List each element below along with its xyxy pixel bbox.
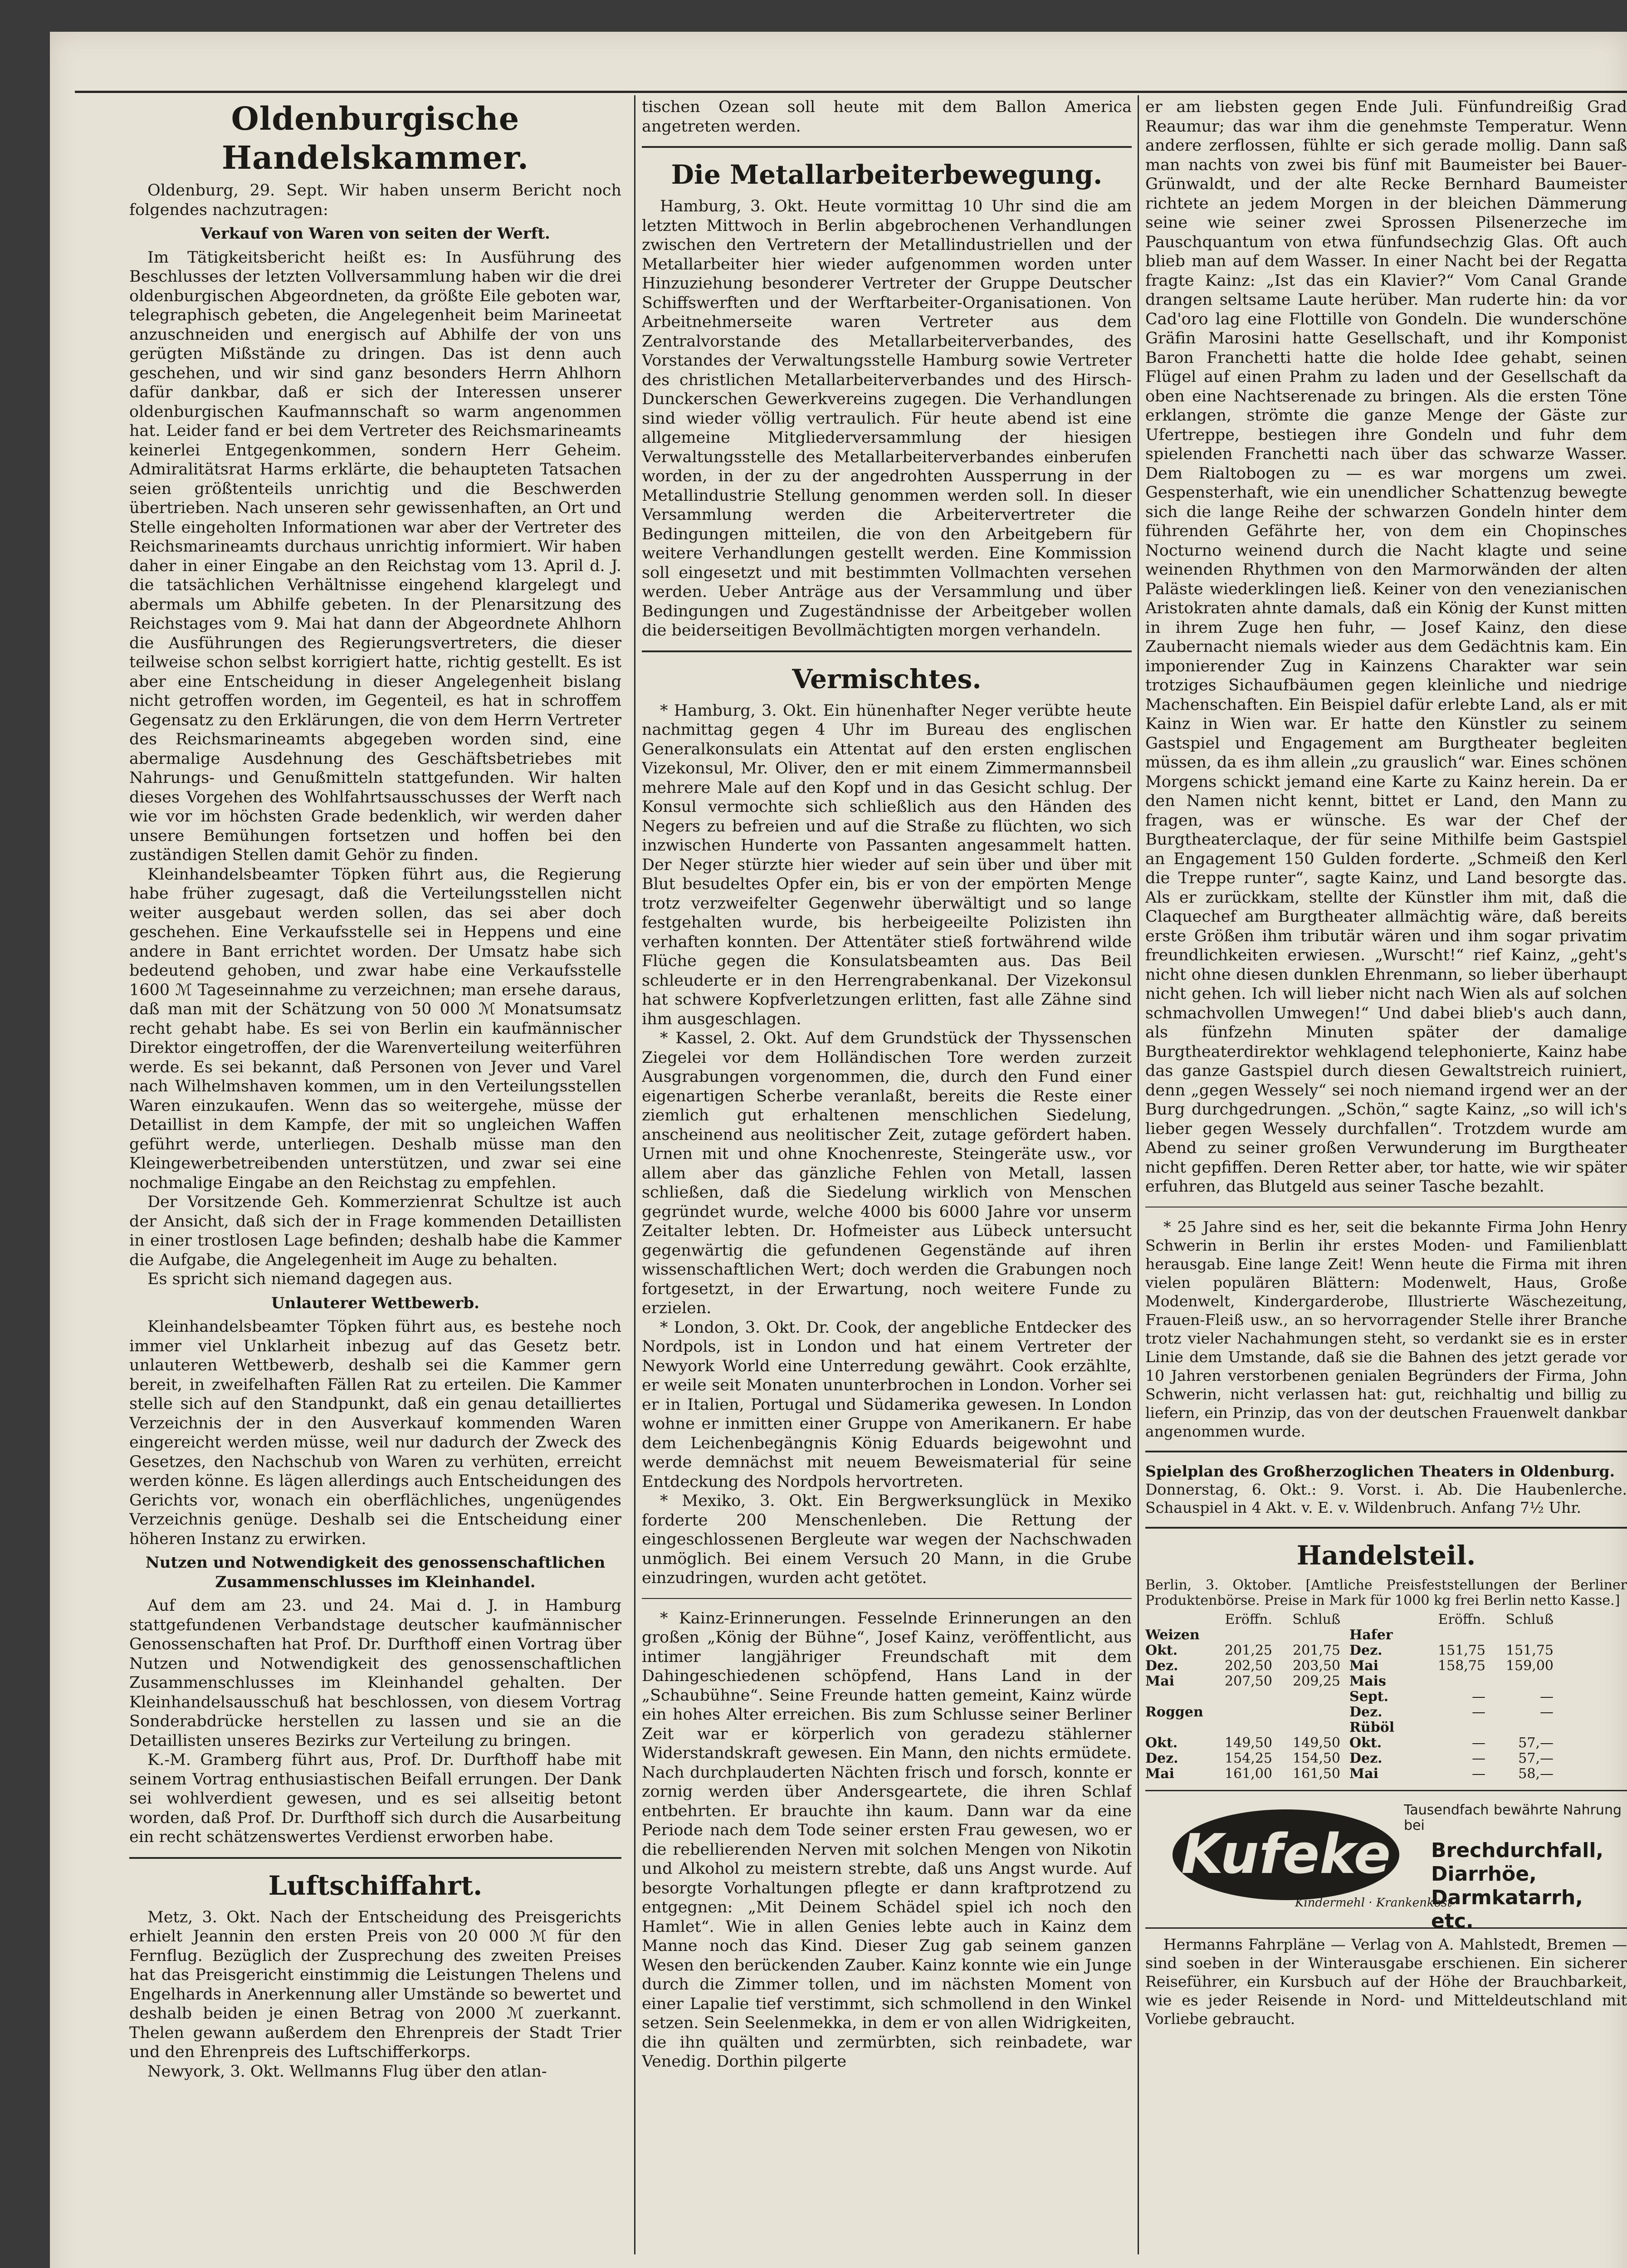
table-cell: 151,75 — [1438, 1642, 1485, 1658]
news-item: * Kassel, 2. Okt. Auf dem Grundstück der Thyssenschen Ziegelei vor dem Holländischen Tore werden zurzeit Ausgrabungen vorgenommen, die, durch den Fund einer eigenartigen Scherbe veranlaßt, bereits die Reste einer ziemlich gut erhaltenen menschlichen Siedelung, anscheinend aus neolitischer Zeit, zutage gefördert haben. Urnen mit und ohne Knochenreste, Steingeräte usw., vor allem aber das gänzliche Fehlen von Metall, lassen schließen, daß die Siedelung wirklich von Menschen gegründet wurde, welche 4000 bis 6000 Jahre vor unserm Zeitalter lebten. Dr. Hofmeister aus Lübeck untersucht gegenwärtig die gefundenen Gegenstände auf ihren wissenschaftlichen Wert; doch werden die Grabungen noch fortgesetzt, in der Erwartung, noch weitere Funde zu erzielen. — [642, 1029, 1132, 1317]
ad-tagline: Tausendfach bewährte Nahrung bei — [1404, 1802, 1622, 1833]
subhead-genossenschaft — [129, 1553, 621, 1592]
table-cell: 57,— — [1518, 1750, 1554, 1766]
market-intro: Berlin, 3. Oktober. [Amtliche Preisfeststellungen der Berliner Produktenbörse. Preise in Mark für 1000 kg frei Berlin netto Kasse.] — [1145, 1577, 1627, 1608]
paragraph: Im Tätigkeitsbericht heißt es: In Ausführung des Beschlusses der letzten Vollversammlung haben wir die drei oldenburgischen Abgeordneten, da größte Eile geboten war, telegraphisch gebeten, die Angelegenheit beim Marineetat anzuschneiden und energisch auf Abhilfe der von uns gerügten Mißstände zu dringen. Das ist denn auch geschehen, und wir sind ganz besonders Herrn Ahlhorn dafür dankbar, daß er sich der Interessen unserer oldenburgischen Kaufmannschaft so warm angenommen hat. Leider fand er bei dem Vertreter des Reichsmarineamts keinerlei Entgegenkommen, sondern Herr Geheim. Admiralitätsrat Harms erklärte, die behaupteten Tatsachen seien größtenteils unrichtig und die Beschwerden übertrieben. Nach unseren sehr gewissenhaften, an Ort und Stelle eingeholten Informationen war aber der Vertreter des Reichsmarineamts durchaus unrichtig informiert. Wir haben daher in einer Eingabe an den Reichstag vom 13. April d. J. die tatsächlichen Verhältnisse eingehend klargelegt und abermals um Abhilfe gebeten. In der Plenarsitzung des Reichstages vom 9. Mai hat dann der Abgeordnete Ahlhorn die Ausführungen des Regierungsvertreters, die dieser teilweise schon selbst korrigiert hatte, richtig gestellt. Es ist aber eine Entscheidung in dieser Angelegenheit bislang nicht getroffen worden, im Gegenteil, es hat in schroffem Gegensatz zu den Erklärungen, die von dem Herrn Vertreter des Reichsmarineamts abgegeben worden sind, eine abermalige Ausdehnung des Geschäftsbetriebes mit Nahrungs- und Genußmitteln stattgefunden. Wir halten dieses Vorgehen des Wohlfahrtsausschusses der Werft nach wie vor im höchsten Grade bedenklich, wir werden daher unsere Bemühungen fortsetzen und hoffen bei den zuständigen Stellen damit Gehör zu finden. — [129, 248, 621, 864]
headline-handelskammer: Oldenburgische Handelskammer. — [221, 100, 529, 176]
market-table — [1145, 1612, 1627, 1782]
table-cell — [1145, 1720, 1204, 1735]
top-rule — [75, 91, 1627, 93]
header-cell: Eröffn. — [1438, 1611, 1485, 1628]
table-cell — [1272, 1689, 1340, 1705]
table-cell: 207,50 — [1225, 1673, 1272, 1689]
paragraph: Es spricht sich niemand dagegen aus. — [147, 1270, 453, 1288]
table-cell — [1272, 1720, 1340, 1735]
table-cell: — — [1540, 1704, 1554, 1720]
table-row — [1145, 1751, 1627, 1766]
table-cell: — — [1540, 1688, 1554, 1705]
table-cell: Hafer — [1349, 1627, 1393, 1643]
table-cell — [1204, 1628, 1272, 1643]
table-cell: Sept. — [1349, 1688, 1389, 1705]
news-item: * London, 3. Okt. Dr. Cook, der angebliche Entdecker des Nordpols, ist in London und hat einem Vertreter der Newyork World eine Unterredung gewährt. Cook erzählte, er weile seit Monaten ununterbrochen in London. Vorher sei er in Italien, Portugal und Südamerika gewesen. In London wohne er inmitten einer Gruppe von Amerikanern. Er habe dem Leichenbegängnis König Eduards beigewohnt und werde demnächst mit neuem Beweismaterial für seine Entdeckung des Nordpols hervortreten. — [642, 1318, 1132, 1491]
table-cell — [1272, 1628, 1340, 1643]
table-row — [1145, 1643, 1627, 1658]
header-cell — [1340, 1612, 1413, 1628]
section-rule — [642, 650, 1132, 652]
header-cell: Schluß — [1505, 1611, 1554, 1628]
column-divider-1 — [634, 95, 635, 2254]
table-cell: 209,25 — [1293, 1673, 1340, 1689]
table-cell: 57,— — [1518, 1735, 1554, 1751]
headline-metallarbeiter: Die Metallarbeiterbewegung. — [671, 159, 1103, 190]
table-cell: Okt. — [1145, 1735, 1178, 1751]
table-row — [1145, 1674, 1627, 1689]
table-cell: Mai — [1349, 1765, 1379, 1782]
section-rule — [1145, 1527, 1627, 1529]
paragraph-continuation: er am liebsten gegen Ende Juli. Fünfundreißig Grad Reaumur; das war ihm die genehmste Temperatur. Wenn andere zerflossen, fühlte er sich gerade mollig. Dann saß man nachts von zwei bis fünf mit Baumeister bei Bauer-Grünwaldt, und der alte Recke Bernhard Baumeister richtete an jedem Morgen in der bleichen Dämmerung seine wie seiner zwei Sprossen Pilsenerzeche im Pauschquantum von etwa fünfundsechzig Glas. Oft auch blieb man auf dem Wasser. In einer Nacht bei der Regatta fragte Kainz: „Ist das ein Klavier?“ Vom Canal Grande drangen seltsame Laute herüber. Man ruderte hin: da vor Cad'oro lag eine Flottille von Gondeln. Die wunderschöne Gräfin Marosini hatte Gesellschaft, und ihr Komponist Baron Franchetti hatte die holde Idee gehabt, seinen Flügel auf einen Prahm zu laden und der Gesellschaft da oben eine Nachtserenade zu bringen. Als die ersten Töne erklangen, strömte die ganze Menge der Gäste zur Ufertreppe, bestiegen ihre Gondeln und fuhr dem spielenden Franchetti nach über das schwarze Wasser. Dem Rialtobogen zu — es war morgens um zwei. Gespensterhaft, wie ein unendlicher Schattenzug bewegte sich die lange Reihe der schwarzen Gondeln hinter dem führenden Gefährte her, von dem ein Chopinsches Nocturno weinend durch die Nacht klagte und seine weinenden Rhythmen von den Marmorwänden der alten Paläste wiederklingen ließ. Keiner von den venezianischen Aristokraten ahnte damals, daß ein König der Kunst mitten in ihrem Zuge hen fuhr, — Josef Kainz, den diese Zaubernacht niemals wieder aus dem Gedächtnis kam. Ein imponierender Zug in Kainzens Charakter war sein trotziges Sichaufbäumen gegen kleinliche und niedrige Machenschaften. Ein Beispiel dafür erlebte Land, als er mit Kainz in Wien war. Er hatte den Künstler zu seinem Gastspiel und Engagement am Burgtheater begleiten müssen, da es ihm allein „zu grauslich“ war. Eines schönen Morgens schickt jemand eine Karte zu Kainz herein. Da er den Namen nicht kennt, bittet er Land, den Mann zu fragen, was er wünsche. Es war der Chef der Burgtheaterclaque, der für seine Mithilfe beim Gastspiel an Engagement 150 Gulden forderte. „Schmeiß den Kerl die Treppe runter“, sagte Kainz, und Land besorgte das. Als er zurückkam, stellte der Künstler ihm mit, daß die Claquechef am Burgtheater allmächtig wäre, daß bereits erste Größen ihm tributär wären und ihm sogar privatim freundlichkeiten erwiesen. „Wurscht!“ rief Kainz, „geht's nicht ohne diesen dunklen Ehrenmann, so lieber überhaupt nicht gehen. Ich will lieber nicht nach Wien als auf solchen schmachvollen Umwegen!“ Und dabei blieb's auch dann, als fünfzehn Minuten später der damalige Burgtheaterdirektor wehklagend telephonierte, Kainz habe das ganze Gastspiel durch diesen Gewaltstreich ruiniert, denn „gegen Wessely“ sei noch niemand irgend wer an der Burg durchgedrungen. „Schön,“ sagte Kainz, „so will ich's lieber gegen Wessely durchfallen“. Trotzdem wurde am Abend zu seiner großen Verwunderung im Burgtheater nicht gepfiffen. Deren Retter aber, tor hatte, wie wir später erfuhren, das Blutgeld aus seiner Tasche bezahlt. — [1145, 98, 1627, 1196]
table-cell — [1485, 1720, 1554, 1735]
table-cell: 202,50 — [1225, 1657, 1272, 1674]
table-cell: Dez. — [1145, 1657, 1178, 1674]
news-item: * Kainz-Erinnerungen. Fesselnde Erinnerungen an den großen „König der Bühne“, Josef Kainz, veröffentlicht, aus intimer langjähriger Freundschaft mit dem Dahingeschiedenen schöpfend, Hans Land in der „Schaubühne“. Seine Freunde hatten gemeint, Kainz würde ein hohes Alter erreichen. Bis zum Schlusse seiner Berliner Zeit war er körperlich von geradezu stählerner Widerstandskraft gewesen. Ein Mann, den nichts ermüdete. Nach durchplauderten Nächten frisch und forsch, konnte er zornig werden über Andersgeartete, die ihren Schlaf entbehrten. Er brauchte ihn kaum. Dann war da eine Periode nach dem Tode seiner ersten Frau gewesen, wo er die rebellierenden Nerven mit solchen Mengen von Nikotin und Alkohol zu meistern strebte, daß uns Angst wurde. Auf besorgte Vorhaltungen pflegte er dann kraftprotzend zu entgegnen: „Mit Deinem Schädel spiel ich noch den Hamlet“. Wie in allen Genies lebte auch in Kainz dem Manne noch das Kind. Dieser Zug gab seinem ganzen Wesen den berückenden Zauber. Kainz konnte wie ein Junge durch die Zimmer tollen, und im nächsten Moment von einer Lapalie tief verstimmt, sich schmollend in den Winkel setzen. Sein Seelenmekka, in dem er von allen Widrigkeiten, die ihn quälten und zermürbten, sich reinbadete, war Venedig. Dorthin pilgerte — [642, 1609, 1132, 2071]
column-1 — [129, 98, 621, 2252]
column-2 — [642, 98, 1132, 2252]
table-cell: — — [1472, 1735, 1485, 1751]
table-cell — [1413, 1720, 1485, 1735]
paragraph: Auf dem am 23. und 24. Mai d. J. in Hamburg stattgefundenen Verbandstage deutscher kaufmännischer Genossenschaften hat Prof. Dr. Durfthoff einen Vortrag über Nutzen und Notwendigkeit des genossenschaftlichen Zusammenschlusses im Kleinhandel gehalten. Der Kleinhandelsausschuß hat beschlossen, von diesem Vortrag Sonderabdrücke herstellen zu lassen und sie an die Detaillisten unseres Bezirks zur Verteilung zu bringen. — [129, 1597, 621, 1750]
table-row — [1145, 1689, 1627, 1705]
kufeke-advertisement — [1145, 1790, 1627, 1933]
section-rule — [1145, 1451, 1627, 1452]
table-cell: Mai — [1349, 1657, 1379, 1674]
table-cell — [1485, 1674, 1554, 1689]
table-cell: 149,50 — [1293, 1735, 1340, 1751]
news-item: * Hamburg, 3. Okt. Ein hünenhafter Neger verübte heute nachmittag gegen 4 Uhr im Bureau des englischen Generalkonsulats ein Attentat auf den ersten englischen Vizekonsul, Mr. Oliver, den er mit einem Zimmermannsbeil mehrere Male auf den Kopf und in das Gesicht schlug. Der Konsul vermochte sich schließlich aus den Händen des Negers zu befreien und auf die Straße zu flüchten, wo sich inzwischen Hunderte von Passanten angesammelt hatten. Der Neger stürzte hier wieder auf sein über und über mit Blut besudeltes Opfer ein, bis er von der empörten Menge trotz verzweifelter Gegenwehr überwältigt und so lange festgehalten wurde, bis herbeigeeilte Polizisten ihn verhaften konnten. Der Attentäter stieß fortwährend wilde Flüche gegen die Konsulatsbeamten aus. Das Beil schleuderte er in den Herrengrabenkanal. Der Vizekonsul hat schwere Kopfverletzungen erlitten, fast alle Zähne sind ihm ausgeschlagen. — [642, 701, 1132, 1028]
column-divider-2 — [1138, 95, 1139, 2254]
table-cell: Dez. — [1145, 1750, 1178, 1766]
header-cell — [1145, 1612, 1204, 1628]
headline-handelsteil: Handelsteil. — [1296, 1540, 1476, 1571]
table-cell: 159,00 — [1506, 1657, 1554, 1674]
table-row — [1145, 1766, 1627, 1782]
table-row — [1145, 1628, 1627, 1643]
table-cell: Okt. — [1349, 1735, 1382, 1751]
table-cell: 151,75 — [1506, 1642, 1554, 1658]
market-table-header — [1145, 1612, 1627, 1628]
ad-ailment: Brechdurchfall, — [1431, 1838, 1604, 1862]
table-cell: — — [1472, 1704, 1485, 1720]
subhead-werft: Verkauf von Waren von seiten der Werft. — [200, 225, 550, 243]
table-cell: 149,50 — [1225, 1735, 1272, 1751]
paragraph: Newyork, 3. Okt. Wellmanns Flug über den atlan- — [147, 2062, 547, 2081]
table-cell: Mais — [1349, 1673, 1386, 1689]
paragraph: Kleinhandelsbeamter Töpken führt aus, es bestehe noch immer viel Unklarheit inbezug auf das Gesetz betr. unlauteren Wettbewerb, deshalb sei die Kammer gern bereit, in zweifelhaften Fällen Rat zu erteilen. Die Kammer stelle sich auf den Standpunkt, daß ein genau detailliertes Verzeichnis der in den Ausverkauf kommenden Waren eingereicht werden müsse, weil nur dadurch der Zweck des Gesetzes, den Nachschub von Waren zu verhüten, erreicht werden könne. Es lägen allerdings auch Entscheidungen des Gerichts vor, wonach ein oberflächliches, ungenügendes Verzeichnis genüge. Deshalb sei die Entscheidung einer höheren Instanz zu erwirken. — [129, 1318, 621, 1548]
table-row — [1145, 1658, 1627, 1674]
headline-vermischtes: Vermischtes. — [792, 663, 982, 694]
kufeke-logo-subtitle: Kindermehl · Krankenkost — [1295, 1896, 1452, 1910]
table-cell: 161,00 — [1225, 1765, 1272, 1782]
section-rule — [642, 146, 1132, 148]
ad-ailment-list — [1431, 1839, 1626, 1933]
table-cell: 203,50 — [1293, 1657, 1340, 1674]
table-cell: Rüböl — [1349, 1719, 1395, 1735]
header-cell: Schluß — [1292, 1611, 1340, 1628]
news-item: * 25 Jahre sind es her, seit die bekannte Firma John Henry Schwerin in Berlin ihr erstes Moden- und Familienblatt herausgab. Eine lange Zeit! Wenn heute die Firma mit ihren vielen populären Blättern: Modenwelt, Haus, Große Modenwelt, Kindergarderobe, Illustrierte Wäschezeitung, Frauen-Fleiß usw., an so hervorragender Stelle ihrer Branche trotz vieler Nachahmungen steht, so verdankt sie es in erster Linie dem Umstande, daß sie die Bahnen des jetzt gerade vor 10 Jahren verstorbenen genialen Begründers der Firma, John Schwerin, nicht verlassen hat: gut, reichhaltig und billig zu liefern, ein Prinzip, das von der deutschen Frauenwelt dankbar angenommen wurde. — [1145, 1217, 1627, 1440]
paragraph: K.-M. Gramberg führt aus, Prof. Dr. Durfthoff habe mit seinem Vortrag enthusiastischen Beifall errungen. Der Dank sei wohlverdient gewesen, und es sei allseitig betont worden, daß Prof. Dr. Durfthoff sich durch die Ausarbeitung ein recht schätzenswertes Verdienst erworben habe. — [129, 1751, 621, 1846]
paragraph: Metz, 3. Okt. Nach der Entscheidung des Preisgerichts erhielt Jeannin den ersten Preis von 20 000 ℳ für den Fernflug. Bezüglich der Zusprechung des zweiten Preises hat das Preisgericht einstimmig die Leistungen Thelens und Engelhards in Anerkennung aller Umstände so bewertet und deshalb beiden je einen Betrag von 2000 ℳ zuerkannt. Thelen gewann außerdem den Ehrenpreis der Stadt Trier und den Ehrenpreis des Luftschifferkorps. — [129, 1908, 621, 2061]
table-cell: Okt. — [1145, 1642, 1178, 1658]
table-cell: Roggen — [1145, 1704, 1203, 1720]
subhead-wettbewerb: Unlauterer Wettbewerb. — [271, 1294, 479, 1312]
column-3 — [1145, 98, 1627, 2252]
table-cell: — — [1472, 1750, 1485, 1766]
table-cell: Mai — [1145, 1765, 1175, 1782]
table-cell: Dez. — [1349, 1642, 1383, 1658]
subhead-line: Nutzen und Notwendigkeit des genossenschaftlichen — [145, 1554, 606, 1572]
subhead-line: Zusammenschlusses im Kleinhandel. — [215, 1573, 536, 1591]
notice-fahrplaene: Hermanns Fahrpläne — Verlag von A. Mahlstedt, Bremen — sind soeben in der Winterausgabe erschienen. Ein sicherer Reiseführer, ein Kursbuch auf der Höhe der Brauchbarkeit, wie es jeder Reisende in Nord- und Mitteldeutschland mit Vorliebe gebraucht. — [1145, 1935, 1627, 2028]
table-cell — [1204, 1705, 1272, 1720]
paragraph: Der Vorsitzende Geh. Kommerzienrat Schultze ist auch der Ansicht, daß sich der in Frage kommenden Detaillisten in einer trostlosen Lage befinden; deshalb habe die Kammer die Aufgabe, die Angelegenheit im Auge zu behalten. — [129, 1193, 621, 1269]
table-cell: Dez. — [1349, 1704, 1383, 1720]
table-row — [1145, 1720, 1627, 1735]
market-table-body — [1145, 1628, 1627, 1782]
table-cell: — — [1472, 1688, 1485, 1705]
table-cell — [1145, 1689, 1204, 1705]
table-cell: Weizen — [1145, 1627, 1200, 1643]
table-row — [1145, 1705, 1627, 1720]
table-cell: 158,75 — [1438, 1657, 1485, 1674]
table-cell — [1204, 1689, 1272, 1705]
playbill-title: Spielplan des Großherzoglichen Theaters in Oldenburg. — [1145, 1462, 1615, 1480]
paragraph-continuation: tischen Ozean soll heute mit dem Ballon America angetreten werden. — [642, 98, 1132, 136]
playbill-text: Donnerstag, 6. Okt.: 9. Vorst. i. Ab. Die Haubenlerche. Schauspiel in 4 Akt. v. E. v. Wildenbruch. Anfang 7½ Uhr. — [1145, 1480, 1627, 1516]
table-cell — [1204, 1720, 1272, 1735]
ad-ailment: Darmkatarrh, etc. — [1431, 1886, 1583, 1933]
headline-luftschiffahrt: Luftschiffahrt. — [268, 1870, 483, 1901]
table-cell: 201,75 — [1293, 1642, 1340, 1658]
table-cell: 58,— — [1518, 1765, 1554, 1782]
table-cell: 154,50 — [1293, 1750, 1340, 1766]
table-cell: 154,25 — [1225, 1750, 1272, 1766]
table-cell: — — [1472, 1765, 1485, 1782]
section-rule — [642, 1598, 1132, 1599]
paragraph: Kleinhandelsbeamter Töpken führt aus, die Regierung habe früher zugesagt, daß die Verteilungsstellen nicht weiter ausgebaut werden sollen, das sei aber doch geschehen. Eine Verkaufsstelle sei in Heppens und eine andere in Bant errichtet worden. Der Umsatz habe sich bedeutend gehoben, und zwar habe eine Verkaufsstelle 1600 ℳ Tageseinnahme zu verzeichnen; man ersehe daraus, daß man mit der Schätzung von 50 000 ℳ Monatsumsatz recht gehabt habe. Es sei von Berlin ein kaufmännischer Direktor eingetroffen, der die Warenverteilung weiterführen werde. Es sei bekannt, daß Personen von Jever und Varel nach Wilhelmshaven kommen, um in den Verteilungsstellen Waren einzukaufen. Wenn das so weitergehe, müsse der Detaillist in dem Kampfe, der mit so ungleichen Waffen geführt werde, unterliegen. Deshalb müsse man den Kleingewerbetreibenden unterstützen, und zwar sei eine nochmalige Eingabe an den Reichstag zu empfehlen. — [129, 865, 621, 1192]
paragraph: Hamburg, 3. Okt. Heute vormittag 10 Uhr sind die am letzten Mittwoch in Berlin abgebrochenen Verhandlungen zwischen den Vertretern der Metallindustriellen und der Metallarbeiter hier wieder aufgenommen worden unter Hinzuziehung besonderer Vertreter der Gruppe Deutscher Schiffswerften und der Werftarbeiter-Organisationen. Von Arbeitnehmerseite waren Vertreter aus dem Zentralvorstande des Metallarbeiterverbandes, des Vorstandes der Verwaltungsstelle Hamburg sowie Vertreter des christlichen Metallarbeiterverbandes und des Hirsch-Dunckerschen Gewerkvereins zugegen. Die Verhandlungen sind wieder völlig vertraulich. Für heute abend ist eine allgemeine Mitgliederversammlung der hiesigen Verwaltungsstelle des Metallarbeiterverbandes einberufen worden, in der zu der angedrohten Aussperrung in der Metallindustrie Stellung genommen werden soll. In dieser Versammlung werden die Arbeitervertreter die Bedingungen mitteilen, die von den Arbeitgebern für weitere Verhandlungen gestellt werden. Eine Kommission soll eingesetzt und mit bestimmten Vollmachten versehen werden. Ueber Anträge aus der Versammlung und über Bedingungen und Zugeständnisse der Arbeitgeber wollen die beiderseitigen Bevollmächtigten morgen verhandeln. — [642, 197, 1132, 640]
table-cell: Mai — [1145, 1673, 1175, 1689]
kufeke-logo: Kufeke — [1173, 1809, 1399, 1900]
table-cell — [1413, 1674, 1485, 1689]
ad-ailment: Diarrhöe, — [1431, 1862, 1537, 1886]
table-cell — [1485, 1628, 1554, 1643]
theater-playbill — [1145, 1462, 1627, 1517]
table-row — [1145, 1735, 1627, 1751]
table-cell — [1272, 1705, 1340, 1720]
news-item: * Mexiko, 3. Okt. Ein Bergwerksunglück in Mexiko forderte 200 Menschenleben. Die Rettung der eingeschlossenen Bergleute war wegen der Nachschwaden unmöglich. Bei einem Versuch 20 Mann, in die Grube einzudringen, wurden acht getötet. — [642, 1492, 1132, 1587]
table-cell: 201,25 — [1225, 1642, 1272, 1658]
table-cell: Dez. — [1349, 1750, 1383, 1766]
article-intro: Oldenburg, 29. Sept. Wir haben unserm Bericht noch folgendes nachzutragen: — [129, 181, 621, 219]
section-rule — [129, 1857, 621, 1859]
header-cell: Eröffn. — [1225, 1611, 1272, 1628]
table-cell — [1413, 1628, 1485, 1643]
table-cell: 161,50 — [1293, 1765, 1340, 1782]
